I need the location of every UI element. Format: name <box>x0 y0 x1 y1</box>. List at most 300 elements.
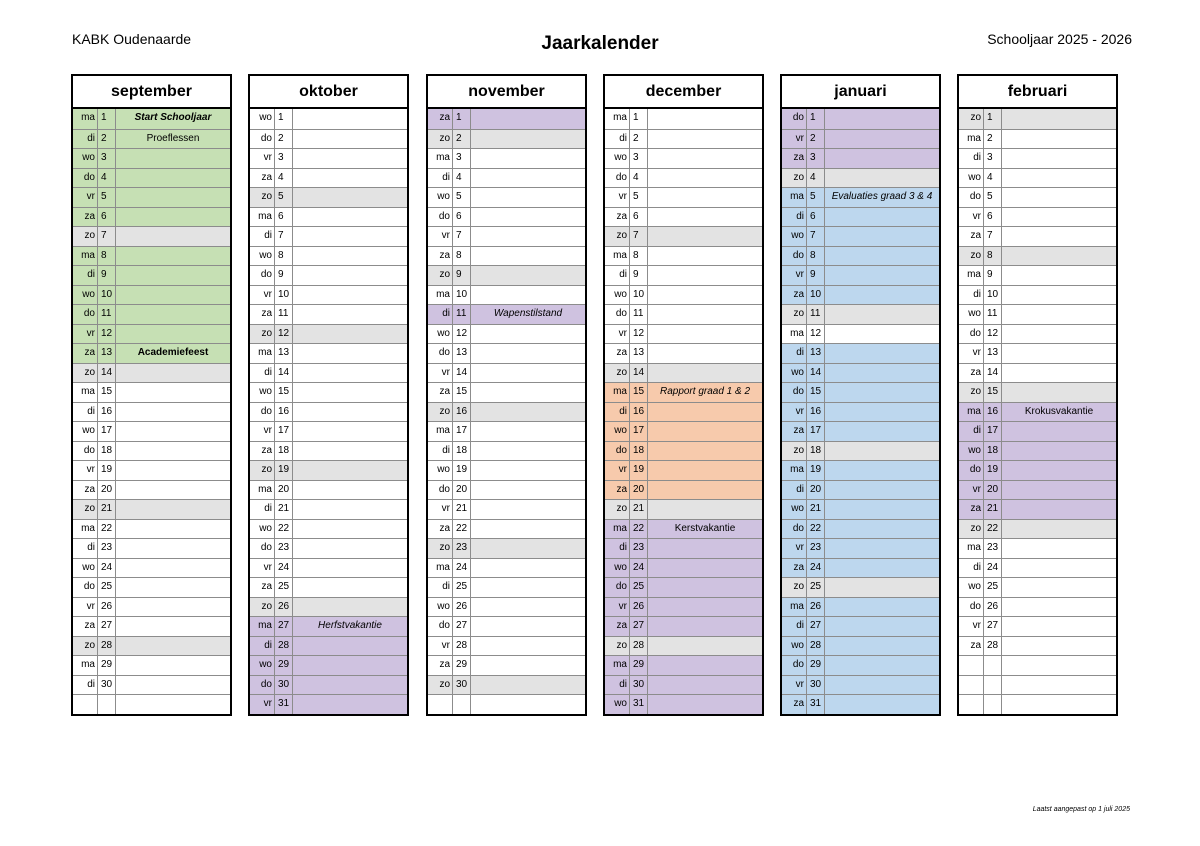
day-number-cell: 12 <box>807 325 825 344</box>
month-table-september <box>71 74 232 716</box>
day-row <box>782 363 939 383</box>
day-row <box>782 402 939 422</box>
day-row <box>959 460 1116 480</box>
day-number-cell: 8 <box>453 247 471 266</box>
weekday-cell: za <box>782 286 807 305</box>
event-cell <box>471 500 585 519</box>
weekday-cell: vr <box>428 364 453 383</box>
weekday-cell: wo <box>959 578 984 597</box>
event-cell <box>825 656 939 675</box>
day-row <box>73 402 230 422</box>
day-number-cell: 15 <box>807 383 825 402</box>
day-number-cell: 6 <box>630 208 648 227</box>
weekday-cell: vr <box>428 227 453 246</box>
event-cell <box>648 130 762 149</box>
event-cell <box>1002 266 1116 285</box>
day-row <box>959 168 1116 188</box>
day-number-cell: 9 <box>630 266 648 285</box>
day-number-cell: 11 <box>98 305 116 324</box>
weekday-cell: ma <box>428 422 453 441</box>
day-number-cell: 20 <box>453 481 471 500</box>
weekday-cell: vr <box>250 149 275 168</box>
event-cell <box>471 422 585 441</box>
weekday-cell: wo <box>959 305 984 324</box>
day-row <box>73 616 230 636</box>
event-cell <box>648 598 762 617</box>
event-cell: Evaluaties graad 3 & 4 <box>831 191 933 202</box>
day-number-cell: 6 <box>98 208 116 227</box>
day-number-cell: 17 <box>807 422 825 441</box>
event-cell <box>648 149 762 168</box>
weekday-cell: di <box>782 344 807 363</box>
weekday-cell: ma <box>605 520 630 539</box>
event-cell <box>471 149 585 168</box>
day-number-cell: 15 <box>275 383 293 402</box>
day-row <box>73 538 230 558</box>
day-number-cell: 2 <box>275 130 293 149</box>
day-row <box>250 558 407 578</box>
day-row <box>250 460 407 480</box>
weekday-cell: vr <box>250 422 275 441</box>
weekday-cell: ma <box>782 461 807 480</box>
event-cell <box>648 403 762 422</box>
day-number-cell: 23 <box>275 539 293 558</box>
day-row <box>959 519 1116 539</box>
event-cell <box>648 500 762 519</box>
weekday-cell: ma <box>73 109 98 129</box>
event-cell <box>116 266 230 285</box>
weekday-cell: vr <box>73 461 98 480</box>
event-cell <box>471 695 585 714</box>
day-number-cell: 23 <box>98 539 116 558</box>
day-number-cell: 2 <box>630 130 648 149</box>
day-row <box>605 538 762 558</box>
day-row <box>428 655 585 675</box>
day-row <box>605 480 762 500</box>
event-cell <box>471 266 585 285</box>
weekday-cell: do <box>250 130 275 149</box>
day-row <box>428 441 585 461</box>
weekday-cell: zo <box>250 325 275 344</box>
day-number-cell: 13 <box>807 344 825 363</box>
day-number-cell: 10 <box>275 286 293 305</box>
day-number-cell: 3 <box>453 149 471 168</box>
event-cell <box>1002 149 1116 168</box>
event-cell <box>116 695 230 714</box>
weekday-cell: vr <box>250 286 275 305</box>
day-number-cell: 8 <box>984 247 1002 266</box>
day-number-cell: 24 <box>98 559 116 578</box>
day-number-cell: 7 <box>98 227 116 246</box>
day-row <box>782 285 939 305</box>
weekday-cell: zo <box>428 266 453 285</box>
day-number-cell: 25 <box>98 578 116 597</box>
weekday-cell: do <box>73 305 98 324</box>
weekday-cell: ma <box>428 286 453 305</box>
event-cell <box>1002 383 1116 402</box>
day-row <box>250 207 407 227</box>
weekday-cell: zo <box>250 461 275 480</box>
event-cell <box>293 676 407 695</box>
day-row <box>782 636 939 656</box>
day-row <box>605 636 762 656</box>
weekday-cell: wo <box>250 520 275 539</box>
weekday-cell: wo <box>605 286 630 305</box>
weekday-cell: do <box>782 656 807 675</box>
event-cell <box>471 325 585 344</box>
weekday-cell: zo <box>73 227 98 246</box>
day-row <box>605 460 762 480</box>
event-cell <box>293 188 407 207</box>
day-number-cell: 2 <box>807 130 825 149</box>
day-row <box>73 109 230 129</box>
weekday-cell: vr <box>782 676 807 695</box>
day-number-cell: 8 <box>807 247 825 266</box>
day-row <box>428 168 585 188</box>
event-cell <box>293 656 407 675</box>
event-cell <box>471 364 585 383</box>
day-row <box>782 382 939 402</box>
weekday-cell: ma <box>605 247 630 266</box>
month-title: oktober <box>250 76 407 109</box>
event-cell <box>116 520 230 539</box>
event-cell <box>825 520 939 539</box>
day-number-cell: 19 <box>630 461 648 480</box>
day-row <box>250 636 407 656</box>
event-cell <box>648 539 762 558</box>
weekday-cell: zo <box>782 578 807 597</box>
day-number-cell: 16 <box>807 403 825 422</box>
event-cell <box>825 227 939 246</box>
event-cell <box>471 130 585 149</box>
day-row <box>250 363 407 383</box>
day-row <box>250 480 407 500</box>
day-row <box>959 226 1116 246</box>
weekday-cell: do <box>250 539 275 558</box>
event-cell <box>1002 169 1116 188</box>
weekday-cell: vr <box>428 500 453 519</box>
event-cell <box>471 247 585 266</box>
day-row <box>428 109 585 129</box>
day-row <box>605 168 762 188</box>
event-cell <box>116 305 230 324</box>
weekday-cell: do <box>428 208 453 227</box>
day-row <box>250 168 407 188</box>
day-row <box>605 577 762 597</box>
day-number-cell: 7 <box>630 227 648 246</box>
day-number-cell: 3 <box>984 149 1002 168</box>
day-number-cell: 16 <box>275 403 293 422</box>
day-number-cell: 5 <box>630 188 648 207</box>
event-cell <box>116 481 230 500</box>
weekday-cell: zo <box>605 500 630 519</box>
event-cell <box>116 227 230 246</box>
event-cell: Start Schooljaar <box>134 112 212 123</box>
day-row <box>605 655 762 675</box>
event-cell <box>293 208 407 227</box>
day-number-cell: 24 <box>453 559 471 578</box>
day-number-cell: 6 <box>807 208 825 227</box>
day-number-cell: 26 <box>630 598 648 617</box>
weekday-cell: vr <box>605 325 630 344</box>
month-rows <box>605 109 762 714</box>
day-row <box>959 421 1116 441</box>
day-number-cell: 5 <box>98 188 116 207</box>
weekday-cell <box>959 695 984 714</box>
day-number-cell: 8 <box>98 247 116 266</box>
school-name: KABK Oudenaarde <box>72 31 192 47</box>
event-cell <box>293 481 407 500</box>
day-row <box>73 441 230 461</box>
day-number-cell: 14 <box>630 364 648 383</box>
weekday-cell: za <box>605 208 630 227</box>
day-number-cell: 12 <box>630 325 648 344</box>
day-number-cell: 18 <box>98 442 116 461</box>
weekday-cell: di <box>959 559 984 578</box>
event-cell <box>116 637 230 656</box>
weekday-cell: za <box>605 344 630 363</box>
day-row <box>959 324 1116 344</box>
event-cell <box>293 578 407 597</box>
day-row <box>605 616 762 636</box>
event-cell <box>471 208 585 227</box>
weekday-cell: do <box>428 344 453 363</box>
day-row <box>250 304 407 324</box>
day-row <box>782 421 939 441</box>
weekday-cell: ma <box>959 539 984 558</box>
day-number-cell: 9 <box>984 266 1002 285</box>
event-cell <box>1002 578 1116 597</box>
day-number-cell: 19 <box>984 461 1002 480</box>
day-number-cell: 7 <box>807 227 825 246</box>
day-number-cell: 31 <box>275 695 293 714</box>
event-cell <box>471 403 585 422</box>
weekday-cell: wo <box>782 364 807 383</box>
day-row <box>250 324 407 344</box>
event-cell <box>1002 227 1116 246</box>
day-row <box>250 246 407 266</box>
day-number-cell: 22 <box>807 520 825 539</box>
day-number-cell: 18 <box>453 442 471 461</box>
day-number-cell: 1 <box>984 109 1002 129</box>
event-cell <box>293 227 407 246</box>
day-number-cell: 30 <box>275 676 293 695</box>
event-cell <box>648 188 762 207</box>
day-row <box>605 558 762 578</box>
event-cell <box>293 442 407 461</box>
day-number-cell: 5 <box>984 188 1002 207</box>
weekday-cell: za <box>73 208 98 227</box>
day-number-cell: 23 <box>630 539 648 558</box>
day-number-cell: 9 <box>453 266 471 285</box>
day-number-cell: 28 <box>98 637 116 656</box>
day-number-cell: 10 <box>630 286 648 305</box>
day-row <box>605 324 762 344</box>
event-cell <box>825 383 939 402</box>
event-cell <box>648 656 762 675</box>
weekday-cell: di <box>428 578 453 597</box>
day-number-cell: 6 <box>984 208 1002 227</box>
weekday-cell: di <box>73 403 98 422</box>
day-number-cell: 17 <box>98 422 116 441</box>
event-cell <box>825 559 939 578</box>
day-row <box>428 129 585 149</box>
event-cell <box>825 539 939 558</box>
event-cell <box>1002 539 1116 558</box>
weekday-cell: di <box>428 169 453 188</box>
day-row <box>428 304 585 324</box>
event-cell <box>825 695 939 714</box>
event-cell <box>825 617 939 636</box>
day-row <box>605 109 762 129</box>
event-cell <box>471 383 585 402</box>
event-cell <box>471 227 585 246</box>
weekday-cell: wo <box>428 598 453 617</box>
event-cell <box>648 109 762 129</box>
event-cell <box>1002 617 1116 636</box>
day-number-cell: 24 <box>807 559 825 578</box>
event-cell <box>1002 481 1116 500</box>
weekday-cell: vr <box>73 598 98 617</box>
weekday-cell: di <box>250 364 275 383</box>
weekday-cell: vr <box>428 637 453 656</box>
weekday-cell: ma <box>782 325 807 344</box>
day-row <box>428 148 585 168</box>
day-row <box>782 148 939 168</box>
weekday-cell: di <box>428 442 453 461</box>
event-cell <box>648 578 762 597</box>
event-cell <box>648 461 762 480</box>
event-cell <box>648 637 762 656</box>
weekday-cell: wo <box>782 227 807 246</box>
weekday-cell: vr <box>605 461 630 480</box>
month-rows <box>73 109 230 714</box>
event-cell <box>116 188 230 207</box>
event-cell <box>293 598 407 617</box>
event-cell: Kerstvakantie <box>674 522 736 534</box>
event-cell <box>825 403 939 422</box>
day-row <box>250 577 407 597</box>
day-row <box>73 265 230 285</box>
weekday-cell: wo <box>428 325 453 344</box>
weekday-cell: za <box>428 247 453 266</box>
day-row <box>250 655 407 675</box>
day-number-cell: 3 <box>98 149 116 168</box>
event-cell <box>471 656 585 675</box>
day-number-cell: 19 <box>275 461 293 480</box>
month-table-november <box>426 74 587 716</box>
day-row <box>73 499 230 519</box>
event-cell <box>471 286 585 305</box>
event-cell <box>293 695 407 714</box>
day-row <box>959 246 1116 266</box>
weekday-cell: vr <box>605 598 630 617</box>
event-cell <box>1002 305 1116 324</box>
weekday-cell: ma <box>250 208 275 227</box>
event-cell <box>116 286 230 305</box>
day-row <box>250 226 407 246</box>
day-number-cell: 2 <box>98 130 116 149</box>
day-number-cell: 28 <box>630 637 648 656</box>
day-row <box>959 148 1116 168</box>
day-row <box>959 265 1116 285</box>
day-row <box>250 519 407 539</box>
weekday-cell: vr <box>605 188 630 207</box>
day-row <box>959 616 1116 636</box>
event-cell <box>825 461 939 480</box>
weekday-cell: vr <box>782 403 807 422</box>
weekday-cell: wo <box>73 286 98 305</box>
day-row <box>959 285 1116 305</box>
day-row <box>959 402 1116 422</box>
day-row <box>428 675 585 695</box>
day-row <box>782 460 939 480</box>
event-cell <box>825 637 939 656</box>
day-number-cell: 5 <box>807 188 825 207</box>
event-cell <box>1002 344 1116 363</box>
event-cell <box>648 676 762 695</box>
day-number-cell: 13 <box>453 344 471 363</box>
weekday-cell: za <box>959 227 984 246</box>
day-row <box>428 363 585 383</box>
day-number-cell: 24 <box>984 559 1002 578</box>
day-number-cell: 17 <box>453 422 471 441</box>
day-row <box>782 246 939 266</box>
weekday-cell: di <box>959 149 984 168</box>
day-row <box>959 499 1116 519</box>
day-row <box>605 421 762 441</box>
day-number-cell: 20 <box>98 481 116 500</box>
day-row <box>782 441 939 461</box>
day-row <box>428 597 585 617</box>
day-number-cell: 12 <box>275 325 293 344</box>
day-row <box>73 304 230 324</box>
weekday-cell: zo <box>250 598 275 617</box>
day-number-cell: 14 <box>807 364 825 383</box>
month-title: januari <box>782 76 939 109</box>
day-number-cell: 28 <box>807 637 825 656</box>
event-cell <box>648 481 762 500</box>
day-number-cell: 11 <box>630 305 648 324</box>
month-table-december <box>603 74 764 716</box>
event-cell <box>825 305 939 324</box>
weekday-cell <box>959 656 984 675</box>
day-row <box>959 636 1116 656</box>
day-row <box>73 187 230 207</box>
event-cell <box>1002 109 1116 129</box>
weekday-cell: do <box>782 109 807 129</box>
weekday-cell: za <box>73 344 98 363</box>
day-number-cell: 19 <box>807 461 825 480</box>
day-row <box>250 382 407 402</box>
day-row <box>428 421 585 441</box>
weekday-cell: za <box>959 364 984 383</box>
day-number-cell: 13 <box>630 344 648 363</box>
day-number-cell: 5 <box>275 188 293 207</box>
weekday-cell: za <box>250 305 275 324</box>
weekday-cell: za <box>73 617 98 636</box>
day-row <box>605 226 762 246</box>
day-number-cell: 20 <box>984 481 1002 500</box>
day-row <box>959 441 1116 461</box>
day-row <box>73 480 230 500</box>
weekday-cell: zo <box>73 637 98 656</box>
event-cell <box>825 364 939 383</box>
day-row <box>73 226 230 246</box>
event-cell <box>471 617 585 636</box>
weekday-cell: ma <box>73 383 98 402</box>
weekday-cell: wo <box>250 383 275 402</box>
